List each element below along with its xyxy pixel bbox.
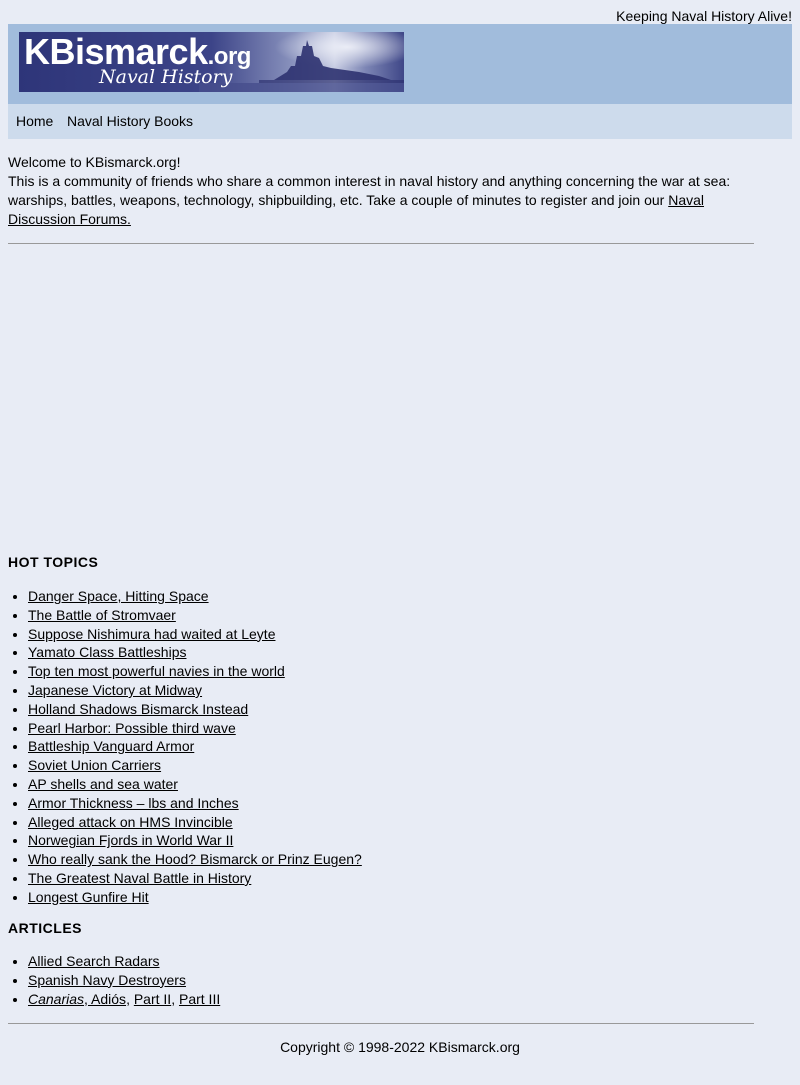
list-item bbox=[28, 737, 362, 756]
main-nav bbox=[8, 104, 792, 139]
list-item bbox=[28, 681, 362, 700]
article-link-part-2[interactable]: Part II bbox=[133, 990, 172, 1007]
hot-topic-link[interactable]: Japanese Victory at Midway bbox=[28, 681, 203, 698]
hot-topic-link[interactable]: AP shells and sea water bbox=[28, 775, 178, 792]
site-logo[interactable] bbox=[19, 32, 404, 92]
logo-subtitle: Naval History bbox=[99, 66, 233, 88]
article-link[interactable]: Allied Search Radars bbox=[28, 953, 160, 969]
hot-topic-link[interactable]: Pearl Harbor: Possible third wave bbox=[28, 719, 236, 736]
nav-home-link[interactable]: Home bbox=[16, 113, 54, 129]
logo-wordmark: KBismarck.org bbox=[24, 32, 251, 72]
nav-naval-history-books-link[interactable]: Naval History Books bbox=[67, 113, 194, 129]
list-item bbox=[28, 662, 362, 681]
article-link[interactable]: Spanish Navy Destroyers bbox=[28, 971, 186, 988]
list-item bbox=[28, 756, 362, 775]
hot-topic-link[interactable]: Longest Gunfire Hit bbox=[28, 888, 149, 905]
article-link-canarias[interactable]: Canarias, Adiós bbox=[28, 990, 127, 1007]
welcome-section bbox=[8, 153, 768, 229]
hot-topic-link[interactable]: Danger Space, Hitting Space bbox=[28, 588, 209, 604]
divider-bottom bbox=[8, 1023, 754, 1024]
hot-topic-link[interactable]: The Greatest Naval Battle in History bbox=[28, 869, 252, 886]
hot-topic-link[interactable]: Alleged attack on HMS Invincible bbox=[28, 813, 233, 830]
welcome-heading: Welcome to KBismarck.org! bbox=[8, 154, 181, 170]
hot-topic-link[interactable]: Soviet Union Carriers bbox=[28, 757, 162, 774]
list-item bbox=[28, 971, 220, 990]
list-item bbox=[28, 643, 362, 662]
hot-topic-link[interactable]: Norwegian Fjords in World War II bbox=[28, 832, 234, 849]
articles-list bbox=[8, 952, 220, 1008]
hot-topic-link[interactable]: The Battle of Stromvaer bbox=[28, 606, 176, 623]
list-item bbox=[28, 775, 362, 794]
hot-topics-list bbox=[8, 587, 362, 907]
welcome-body: This is a community of friends who share a common interest in naval history and anything concerning the war at sea: warships, battles, weapons, technology, shipbuilding, etc. Take a couple of minutes to register and join our bbox=[8, 173, 731, 208]
hot-topics-heading: HOT TOPICS bbox=[8, 554, 99, 570]
list-item bbox=[28, 719, 362, 738]
footer-copyright: Copyright © 1998-2022 KBismarck.org bbox=[280, 1039, 520, 1055]
list-item: • Canarias, Adiós, Part II, Part III bbox=[28, 990, 220, 1009]
list-item bbox=[28, 952, 220, 971]
list-item bbox=[28, 813, 362, 832]
hot-topic-link[interactable]: Yamato Class Battleships bbox=[28, 644, 187, 661]
hot-topic-link[interactable]: Suppose Nishimura had waited at Leyte bbox=[28, 625, 276, 642]
hot-topic-link[interactable]: Holland Shadows Bismarck Instead bbox=[28, 700, 249, 717]
welcome-text bbox=[8, 153, 768, 229]
list-item bbox=[28, 625, 362, 644]
list-item bbox=[28, 869, 362, 888]
divider-top bbox=[8, 243, 754, 244]
site-header bbox=[8, 24, 792, 104]
list-item bbox=[28, 850, 362, 869]
hot-topic-link[interactable]: Top ten most powerful navies in the world bbox=[28, 663, 285, 680]
site-tagline: Keeping Naval History Alive! bbox=[616, 8, 792, 24]
list-item bbox=[28, 888, 362, 907]
list-item bbox=[28, 587, 362, 606]
hot-topic-link[interactable]: Battleship Vanguard Armor bbox=[28, 738, 195, 755]
article-link-part-3[interactable]: Part III bbox=[178, 990, 221, 1007]
list-item bbox=[28, 794, 362, 813]
list-item bbox=[28, 700, 362, 719]
articles-heading: ARTICLES bbox=[8, 920, 82, 936]
hot-topic-link[interactable]: Armor Thickness – lbs and Inches bbox=[28, 794, 239, 811]
forums-link[interactable]: Naval Discussion Forums. bbox=[8, 192, 704, 227]
list-item bbox=[28, 831, 362, 850]
list-item bbox=[28, 606, 362, 625]
hot-topic-link[interactable]: Who really sank the Hood? Bismarck or Prinz Eugen? bbox=[28, 851, 362, 868]
